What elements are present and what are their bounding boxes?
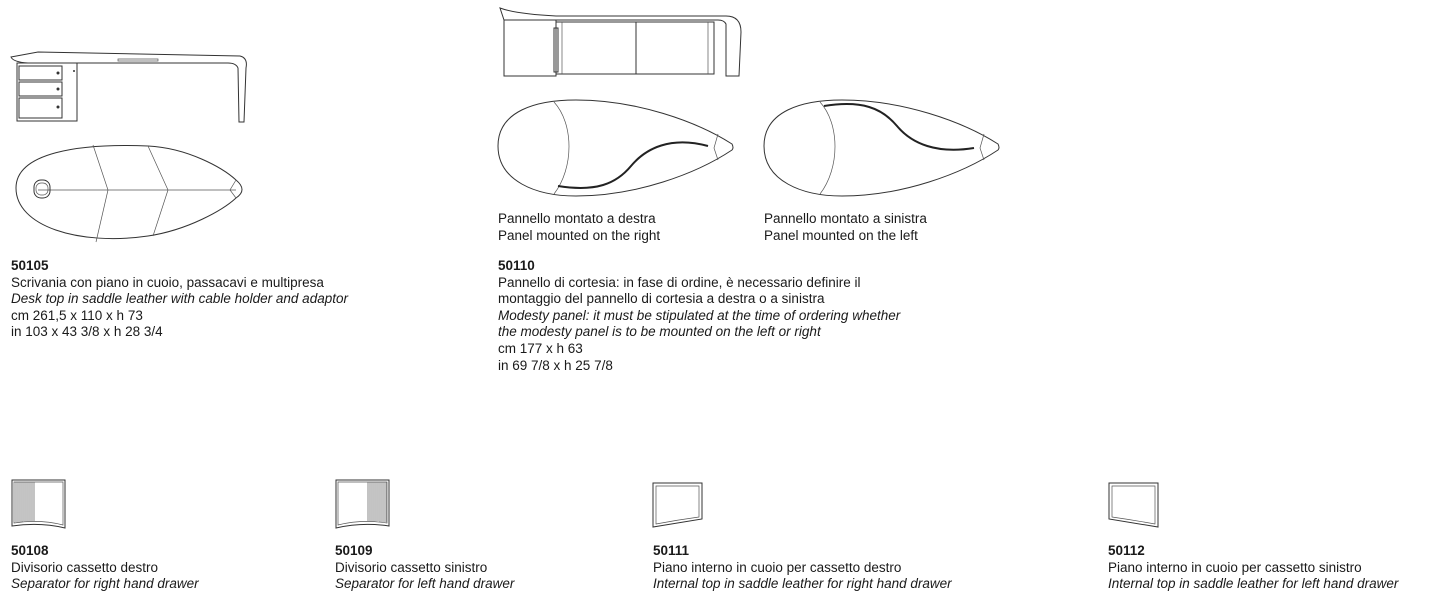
product-50109-info — [335, 543, 514, 593]
product-code: 50109 — [335, 543, 373, 558]
panel-right-top-view-drawing — [496, 96, 736, 200]
product-dim-cm: cm 261,5 x 110 x h 73 — [11, 307, 143, 323]
modesty-panel-elevation-drawing — [496, 4, 746, 80]
product-name-it: Piano interno in cuoio per cassetto sinistro — [1108, 559, 1362, 575]
product-name-it: Divisorio cassetto destro — [11, 559, 159, 575]
product-name-en: Desk top in saddle leather with cable holder and adaptor — [11, 291, 348, 307]
product-code: 50110 — [498, 258, 535, 273]
product-desc-it-2: montaggio del pannello di cortesia a destra o a sinistra — [498, 291, 825, 307]
product-name-it: Piano interno in cuoio per cassetto destro — [653, 559, 902, 575]
product-dim-in: in 103 x 43 3/8 x h 28 3/4 — [11, 324, 163, 340]
product-code: 50112 — [1108, 543, 1145, 558]
caption-right-en: Panel mounted on the right — [498, 227, 661, 243]
desk-top-view-drawing — [8, 138, 250, 248]
product-code: 50111 — [653, 543, 690, 558]
product-name-it: Scrivania con piano in cuoio, passacavi e multipresa — [11, 274, 324, 290]
product-50108-info — [11, 543, 199, 593]
panel-left-top-view-drawing — [762, 96, 1002, 200]
caption-panel-left — [764, 211, 927, 244]
product-name-it: Divisorio cassetto sinistro — [335, 559, 488, 575]
product-name-en: Separator for left hand drawer — [335, 576, 515, 592]
product-desc-en-1: Modesty panel: it must be stipulated at the time of ordering whether — [498, 307, 901, 323]
product-dim-in: in 69 7/8 x h 25 7/8 — [498, 357, 613, 373]
product-dim-cm: cm 177 x h 63 — [498, 340, 583, 356]
product-desc-it-1: Pannello di cortesia: in fase di ordine, è necessario definire il — [498, 274, 861, 290]
product-name-en: Separator for right hand drawer — [11, 576, 199, 592]
product-50105-info — [11, 258, 348, 341]
internal-top-right-drawer-drawing — [651, 481, 705, 529]
internal-top-left-drawer-drawing — [1107, 481, 1161, 529]
caption-right-it: Pannello montato a destra — [498, 211, 656, 226]
caption-left-it: Pannello montato a sinistra — [764, 211, 927, 226]
product-code: 50105 — [11, 258, 49, 273]
product-50111-info — [653, 543, 952, 593]
product-name-en: Internal top in saddle leather for right hand drawer — [653, 576, 952, 592]
separator-left-drawer-drawing — [334, 478, 392, 532]
desk-side-view-drawing — [8, 50, 258, 126]
product-50112-info — [1108, 543, 1398, 593]
product-code: 50108 — [11, 543, 49, 558]
separator-right-drawer-drawing — [10, 478, 68, 532]
product-desc-en-2: the modesty panel is to be mounted on the left or right — [498, 324, 821, 340]
caption-left-en: Panel mounted on the left — [764, 227, 918, 243]
product-name-en: Internal top in saddle leather for left hand drawer — [1108, 576, 1399, 592]
caption-panel-right — [498, 211, 660, 244]
product-50110-info — [498, 258, 900, 374]
